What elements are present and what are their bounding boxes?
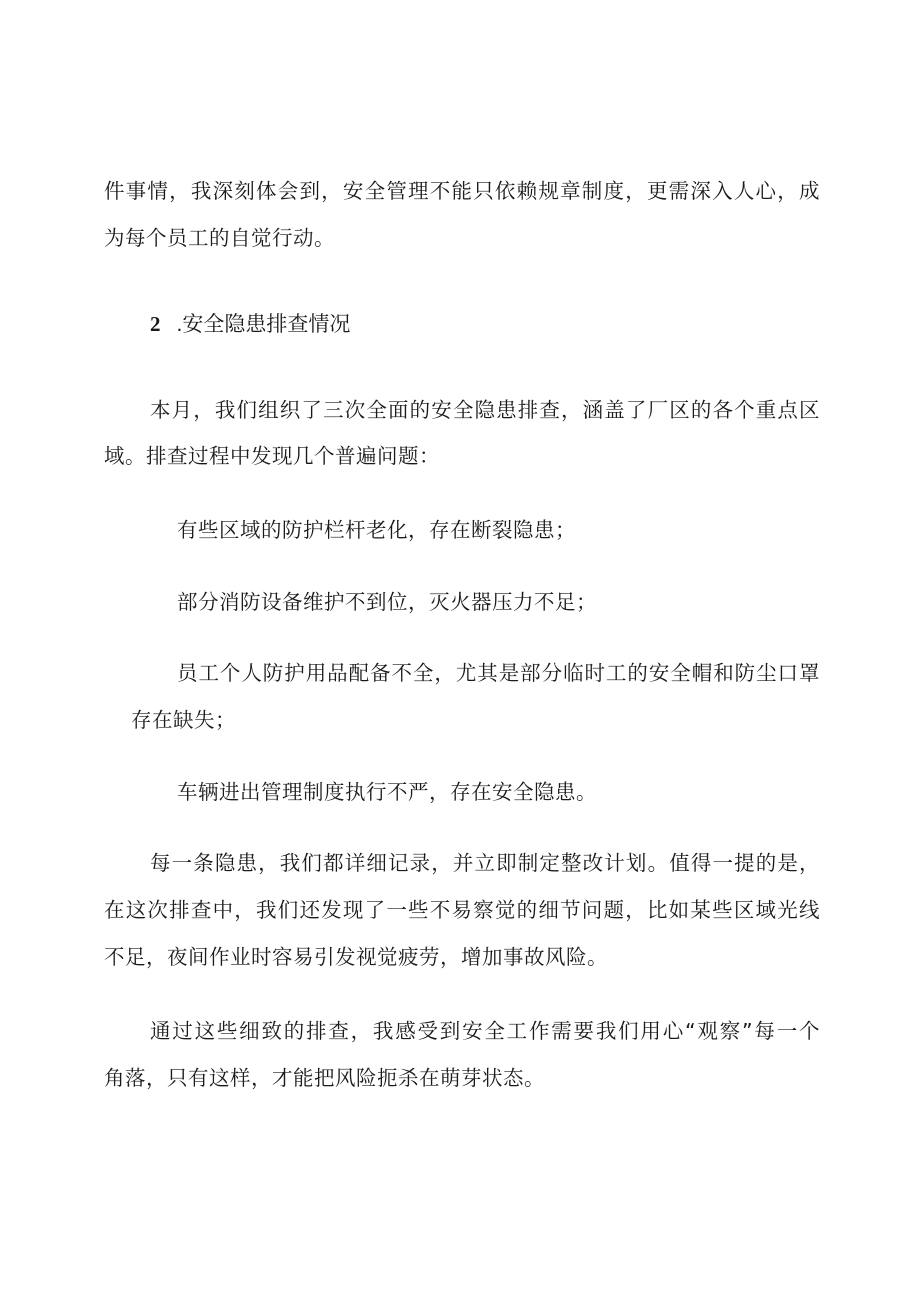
- section-number: 2: [150, 312, 161, 336]
- para2-line-2: 在这次排查中，我们还发现了一些不易察觉的细节问题，比如某些区域光线: [104, 898, 820, 922]
- issue-item-4: 车辆进出管理制度执行不严，存在安全隐患。: [177, 780, 597, 804]
- intro-line-1: 件事情，我深刻体会到，安全管理不能只依赖规章制度，更需深入人心，成: [104, 179, 820, 203]
- section-heading: [150, 310, 350, 339]
- issue-item-1: 有些区域的防护栏杆老化，存在断裂隐患；: [177, 518, 576, 542]
- para1-line-1: 本月，我们组织了三次全面的安全隐患排查，涵盖了厂区的各个重点区: [150, 398, 820, 422]
- issue-item-3-line-2: 存在缺失；: [131, 708, 236, 732]
- intro-line-2: 为每个员工的自觉行动。: [104, 226, 335, 250]
- para2-line-1: 每一条隐患，我们都详细记录，并立即制定整改计划。值得一提的是，: [150, 851, 820, 875]
- para1-line-2: 域。排查过程中发现几个普遍问题：: [104, 444, 440, 468]
- para2-line-3: 不足，夜间作业时容易引发视觉疲劳，增加事故风险。: [104, 945, 608, 969]
- issue-item-2: 部分消防设备维护不到位，灭火器压力不足；: [177, 590, 597, 614]
- para3-line-2: 角落，只有这样，才能把风险扼杀在萌芽状态。: [104, 1066, 545, 1090]
- para3-line-1: 通过这些细致的排查，我感受到安全工作需要我们用心“观察”每一个: [150, 1019, 820, 1043]
- issue-item-3-line-1: 员工个人防护用品配备不全，尤其是部分临时工的安全帽和防尘口罩: [177, 661, 820, 685]
- section-title: .安全隐患排查情况: [176, 313, 351, 336]
